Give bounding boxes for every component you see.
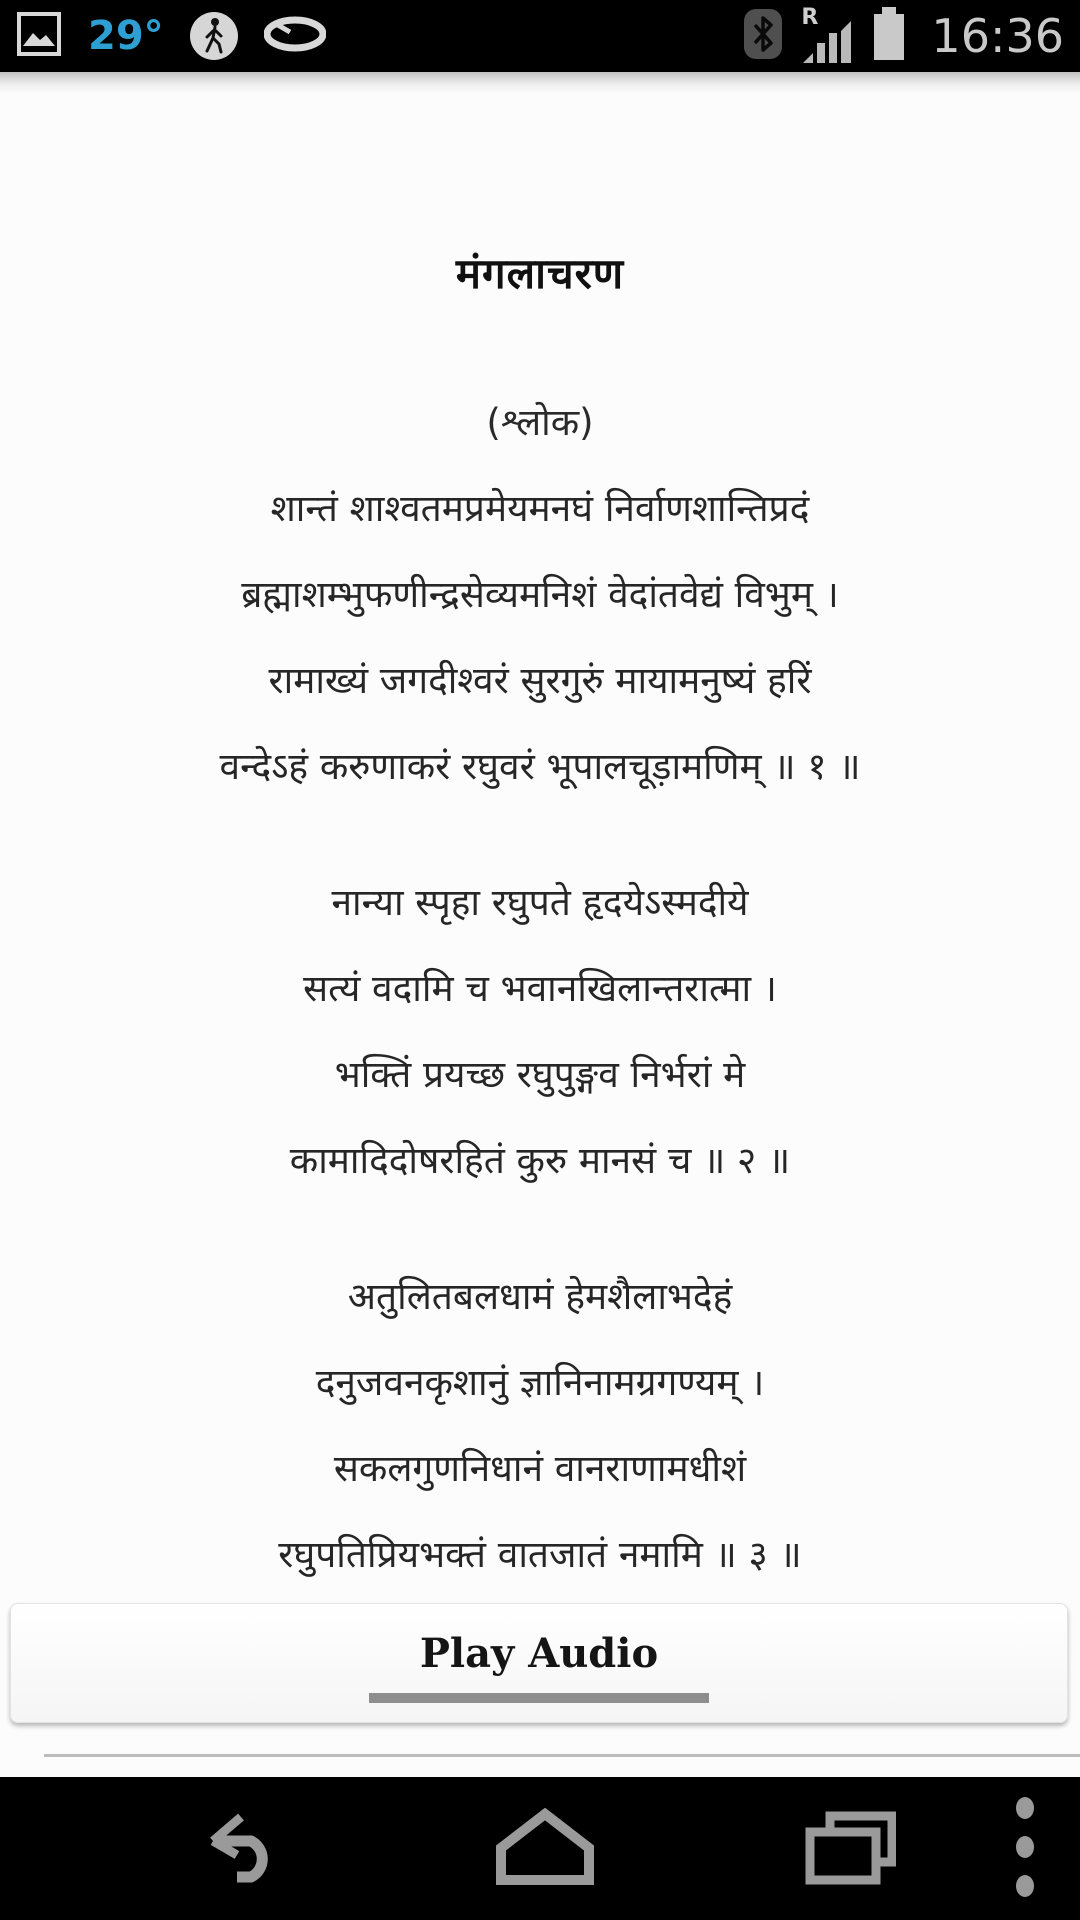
pedestrian-icon <box>190 12 238 60</box>
clock: 16:36 <box>931 9 1064 63</box>
signal-bars-icon <box>801 7 853 65</box>
verse-line: दनुजवनकृशानुं ज्ञानिनामग्रगण्यम् । <box>315 1361 765 1404</box>
android-nav-bar <box>0 1777 1080 1920</box>
verse-line: सकलगुणनिधानं वानराणामधीशं <box>333 1447 747 1490</box>
home-icon <box>493 1808 597 1890</box>
verse-line: भक्तिं प्रयच्छ रघुपुङ्गव निर्भरां मे <box>334 1053 746 1096</box>
verse-1 <box>0 466 1080 810</box>
verse-line: रामाख्यं जगदीश्वरं सुरगुरुं मायामनुष्यं हरिं <box>268 659 812 702</box>
home-button[interactable] <box>480 1777 610 1920</box>
audio-progress-bar[interactable] <box>369 1693 709 1703</box>
verse-line: रघुपतिप्रियभक्तं वातजातं नमामि ॥ ३ ॥ <box>278 1533 802 1576</box>
verse-2 <box>0 860 1080 1204</box>
verse-form-label: (श्लोक) <box>486 401 594 444</box>
verse-3 <box>0 1254 1080 1598</box>
back-button[interactable] <box>180 1777 310 1920</box>
back-icon <box>197 1811 293 1887</box>
verse-line: ब्रह्माशम्भुफणीन्द्रसेव्यमनिशं वेदांतवेद्यं विभुम् । <box>241 573 839 616</box>
battery-icon <box>871 7 907 65</box>
temperature-indicator: 29° <box>88 13 164 59</box>
page-title: मंगलाचरण <box>455 249 625 298</box>
verse-line: वन्देऽहं करुणाकरं रघुवरं भूपालचूड़ामणिम् ॥ १ ॥ <box>219 745 861 788</box>
play-audio-button[interactable] <box>10 1603 1068 1723</box>
recents-button[interactable] <box>790 1777 910 1920</box>
overflow-menu-icon <box>1013 1794 1037 1904</box>
status-bar <box>0 0 1080 72</box>
scripture-page <box>0 94 1080 1598</box>
verse-line: कामादिदोषरहितं कुरु मानसं च ॥ २ ॥ <box>289 1139 791 1182</box>
verse-line: अतुलितबलधामं हेमशैलाभदेहं <box>347 1275 733 1318</box>
verse-line: शान्तं शाश्वतमप्रमेयमनघं निर्वाणशान्तिप्रदं <box>270 487 810 530</box>
overflow-menu-button[interactable] <box>990 1777 1060 1920</box>
recents-icon <box>804 1808 896 1890</box>
bluetooth-icon <box>743 8 783 64</box>
appbar-shadow <box>0 72 1080 94</box>
bottom-divider <box>44 1754 1080 1757</box>
roaming-indicator: R <box>801 5 819 30</box>
play-audio-label: Play Audio <box>419 1630 659 1677</box>
photo-icon <box>16 11 62 61</box>
disc-icon <box>264 16 326 56</box>
verse-line: सत्यं वदामि च भवानखिलान्तरात्मा । <box>303 967 777 1010</box>
verse-line: नान्या स्पृहा रघुपते हृदयेऽस्मदीये <box>331 881 749 924</box>
